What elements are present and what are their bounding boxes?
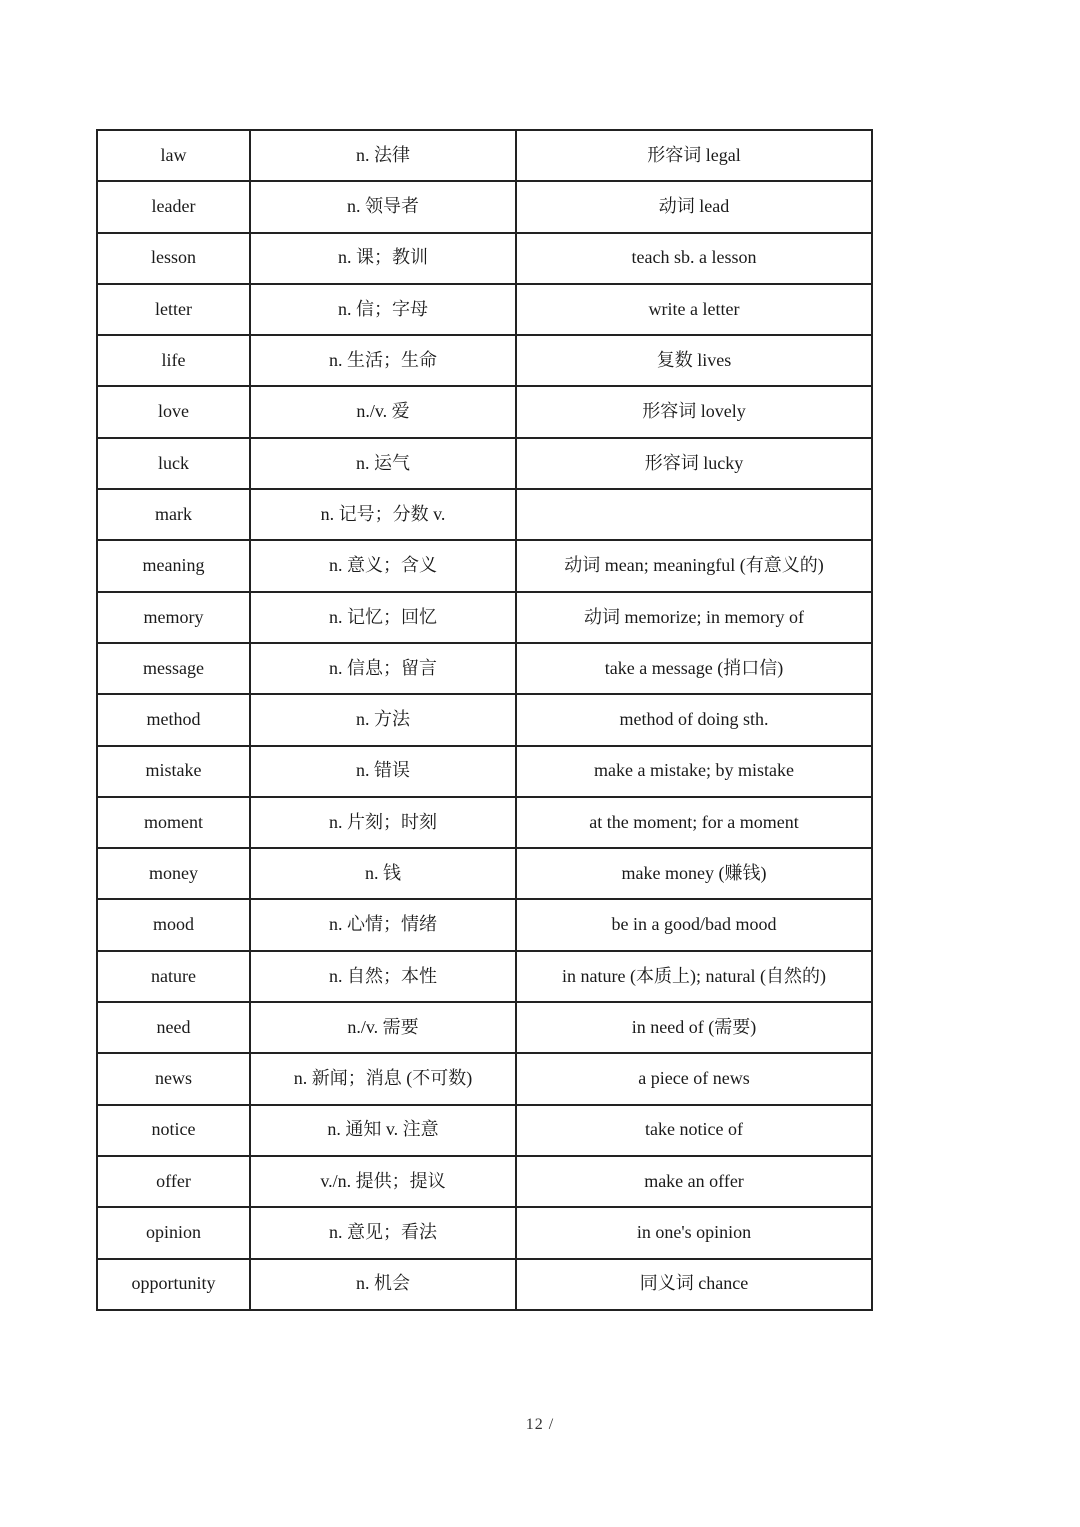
cell-meaning: n. 通知 v. 注意 (250, 1105, 516, 1156)
cell-meaning: n. 机会 (250, 1259, 516, 1310)
cell-note: write a letter (516, 284, 872, 335)
table-row (97, 592, 872, 643)
cell-word: luck (97, 438, 250, 489)
cell-note: in need of (需要) (516, 1002, 872, 1053)
table-row (97, 181, 872, 232)
cell-meaning: n./v. 需要 (250, 1002, 516, 1053)
table-row (97, 797, 872, 848)
cell-meaning: n. 片刻；时刻 (250, 797, 516, 848)
cell-note: 形容词 lovely (516, 386, 872, 437)
cell-word: opinion (97, 1207, 250, 1258)
table-row (97, 694, 872, 745)
cell-word: mark (97, 489, 250, 540)
cell-meaning: n. 记忆；回忆 (250, 592, 516, 643)
cell-meaning: n. 课；教训 (250, 233, 516, 284)
cell-note: 动词 memorize; in memory of (516, 592, 872, 643)
cell-meaning: n. 意义；含义 (250, 540, 516, 591)
vocabulary-table (96, 129, 873, 1311)
cell-word: method (97, 694, 250, 745)
cell-meaning: n. 心情；情绪 (250, 899, 516, 950)
cell-note: 形容词 legal (516, 130, 872, 181)
table-row (97, 746, 872, 797)
cell-meaning: n. 领导者 (250, 181, 516, 232)
table-row (97, 643, 872, 694)
table-row (97, 233, 872, 284)
cell-meaning: n. 记号；分数 v. (250, 489, 516, 540)
cell-note: in nature (本质上); natural (自然的) (516, 951, 872, 1002)
cell-note: a piece of news (516, 1053, 872, 1104)
cell-word: memory (97, 592, 250, 643)
cell-word: message (97, 643, 250, 694)
cell-word: law (97, 130, 250, 181)
table-row (97, 386, 872, 437)
cell-note: 形容词 lucky (516, 438, 872, 489)
table-row (97, 951, 872, 1002)
table-row (97, 848, 872, 899)
table-row (97, 284, 872, 335)
cell-meaning: n. 法律 (250, 130, 516, 181)
table-row (97, 1002, 872, 1053)
cell-word: money (97, 848, 250, 899)
cell-meaning: n. 运气 (250, 438, 516, 489)
cell-note: 复数 lives (516, 335, 872, 386)
cell-meaning: n. 生活；生命 (250, 335, 516, 386)
cell-note (516, 489, 872, 540)
cell-word: offer (97, 1156, 250, 1207)
table-row (97, 335, 872, 386)
cell-meaning: n. 钱 (250, 848, 516, 899)
table-row (97, 489, 872, 540)
cell-note: in one's opinion (516, 1207, 872, 1258)
table-row (97, 899, 872, 950)
cell-meaning: n. 意见；看法 (250, 1207, 516, 1258)
table-row (97, 1105, 872, 1156)
table-row (97, 1053, 872, 1104)
cell-note: make a mistake; by mistake (516, 746, 872, 797)
cell-word: notice (97, 1105, 250, 1156)
cell-meaning: n. 方法 (250, 694, 516, 745)
cell-meaning: n. 信息；留言 (250, 643, 516, 694)
cell-note: 动词 lead (516, 181, 872, 232)
table-row (97, 1156, 872, 1207)
cell-note: take notice of (516, 1105, 872, 1156)
cell-note: method of doing sth. (516, 694, 872, 745)
table-row (97, 130, 872, 181)
cell-meaning: n./v. 爱 (250, 386, 516, 437)
cell-word: lesson (97, 233, 250, 284)
cell-word: leader (97, 181, 250, 232)
cell-word: life (97, 335, 250, 386)
table-row (97, 1259, 872, 1310)
table-row (97, 1207, 872, 1258)
table-row (97, 438, 872, 489)
cell-word: news (97, 1053, 250, 1104)
cell-word: mood (97, 899, 250, 950)
cell-word: letter (97, 284, 250, 335)
cell-meaning: n. 新闻；消息 (不可数) (250, 1053, 516, 1104)
cell-note: take a message (捎口信) (516, 643, 872, 694)
cell-meaning: v./n. 提供；提议 (250, 1156, 516, 1207)
cell-word: mistake (97, 746, 250, 797)
cell-word: nature (97, 951, 250, 1002)
page-number: 12 / (525, 1416, 555, 1433)
cell-meaning: n. 信；字母 (250, 284, 516, 335)
cell-note: make money (赚钱) (516, 848, 872, 899)
cell-word: need (97, 1002, 250, 1053)
cell-word: meaning (97, 540, 250, 591)
cell-meaning: n. 自然；本性 (250, 951, 516, 1002)
vocabulary-table-body (97, 130, 872, 1310)
cell-note: teach sb. a lesson (516, 233, 872, 284)
cell-note: 动词 mean; meaningful (有意义的) (516, 540, 872, 591)
cell-note: be in a good/bad mood (516, 899, 872, 950)
cell-note: make an offer (516, 1156, 872, 1207)
cell-meaning: n. 错误 (250, 746, 516, 797)
cell-word: opportunity (97, 1259, 250, 1310)
cell-word: moment (97, 797, 250, 848)
cell-word: love (97, 386, 250, 437)
table-row (97, 540, 872, 591)
cell-note: 同义词 chance (516, 1259, 872, 1310)
cell-note: at the moment; for a moment (516, 797, 872, 848)
